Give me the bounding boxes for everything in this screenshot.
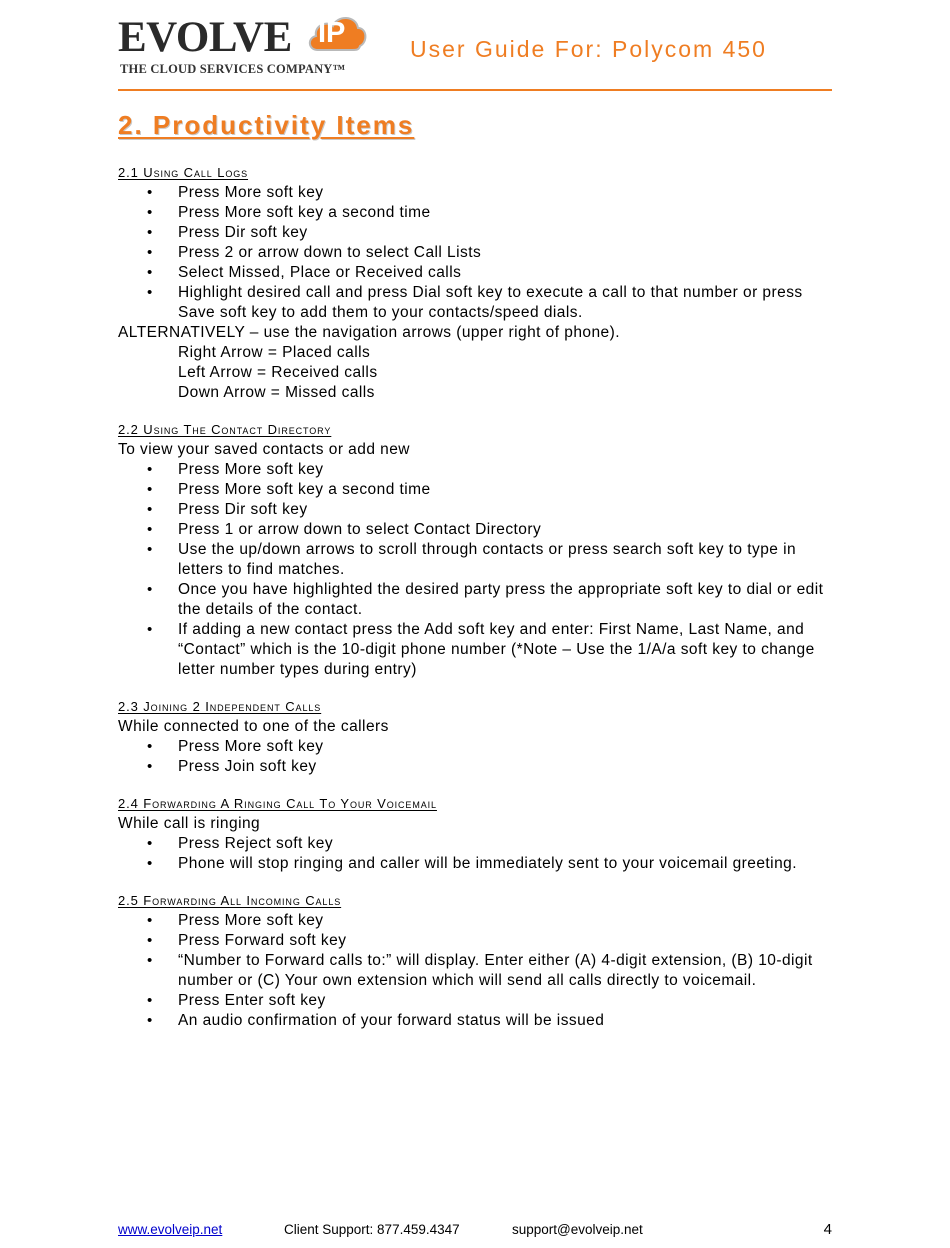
- logo-ip-text: IP: [318, 17, 346, 49]
- alternative-note: ALTERNATIVELY – use the navigation arrows (upper right of phone).: [118, 324, 620, 341]
- bullet-list-contact-directory: [118, 460, 833, 680]
- list-item: • Select Missed, Place or Received calls: [118, 263, 833, 283]
- arrow-mapping-item: Left Arrow = Received calls: [178, 364, 378, 381]
- list-item: • Press More soft key: [118, 737, 833, 757]
- list-item: • Press Enter soft key: [118, 991, 833, 1011]
- subsection-heading-call-logs: 2.1 Using Call Logs: [118, 165, 249, 180]
- list-item: • If adding a new contact press the Add soft key and enter: First Name, Last Name, and “Contact” which is the 10-digit phone number (*Note – Use the 1/A/a soft key to change letter number types during entry): [118, 620, 833, 680]
- list-item: • Press More soft key: [118, 183, 833, 203]
- list-item: • Highlight desired call and press Dial soft key to execute a call to that number or press Save soft key to add them to your contacts/speed dials.: [118, 283, 833, 323]
- list-item: • Use the up/down arrows to scroll through contacts or press search soft key to type in letters to find matches.: [118, 540, 833, 580]
- list-item: • Press Forward soft key: [118, 931, 833, 951]
- logo-wordmark: EVOLVE: [118, 14, 292, 61]
- subsection-heading-contact-directory: 2.2 Using The Contact Directory: [118, 422, 332, 437]
- list-item: • Press Join soft key: [118, 757, 833, 777]
- list-item: • “Number to Forward calls to:” will display. Enter either (A) 4-digit extension, (B) 10-digit number or (C) Your own extension which will send all calls directly to voicemail.: [118, 951, 833, 991]
- page-number: 4: [823, 1221, 832, 1238]
- bullet-list-forward-ringing: [118, 834, 833, 874]
- document-body: [118, 163, 833, 1031]
- list-item: • An audio confirmation of your forward status will be issued: [118, 1011, 833, 1031]
- list-item: • Press More soft key a second time: [118, 203, 833, 223]
- subsection-intro: While connected to one of the callers: [118, 718, 389, 735]
- page-footer: [118, 1222, 832, 1242]
- website-link[interactable]: www.evolveip.net: [118, 1222, 223, 1237]
- list-item: • Press Dir soft key: [118, 500, 833, 520]
- arrow-mapping-item: Right Arrow = Placed calls: [178, 344, 371, 361]
- list-item: • Press Reject soft key: [118, 834, 833, 854]
- subsection-intro: To view your saved contacts or add new: [118, 441, 410, 458]
- subsection-heading-forward-all: 2.5 Forwarding All Incoming Calls: [118, 893, 342, 908]
- company-logo: [118, 12, 368, 82]
- list-item: • Phone will stop ringing and caller will be immediately sent to your voicemail greeting.: [118, 854, 833, 874]
- list-item: • Once you have highlighted the desired party press the appropriate soft key to dial or edit the details of the contact.: [118, 580, 833, 620]
- section-title: 2. Productivity Items: [118, 110, 415, 140]
- subsection-heading-joining-calls: 2.3 Joining 2 Independent Calls: [118, 699, 322, 714]
- list-item: • Press More soft key: [118, 460, 833, 480]
- logo-tagline: THE CLOUD SERVICES COMPANY™: [120, 62, 346, 76]
- subsection-intro: While call is ringing: [118, 815, 261, 832]
- list-item: • Press More soft key a second time: [118, 480, 833, 500]
- list-item: • Press 1 or arrow down to select Contact Directory: [118, 520, 833, 540]
- arrow-mapping-item: Down Arrow = Missed calls: [178, 384, 375, 401]
- document-header-title: User Guide For: Polycom 450: [410, 36, 767, 62]
- list-item: • Press 2 or arrow down to select Call Lists: [118, 243, 833, 263]
- subsection-heading-forward-ringing: 2.4 Forwarding A Ringing Call To Your Voicemail: [118, 796, 437, 811]
- bullet-list-forward-all: [118, 911, 833, 1031]
- bullet-list-call-logs: [118, 183, 833, 323]
- bullet-list-joining-calls: [118, 737, 833, 777]
- list-item: • Press More soft key: [118, 911, 833, 931]
- header-divider: [118, 89, 832, 91]
- support-phone: Client Support: 877.459.4347: [284, 1222, 460, 1237]
- list-item: • Press Dir soft key: [118, 223, 833, 243]
- support-email: support@evolveip.net: [512, 1222, 643, 1237]
